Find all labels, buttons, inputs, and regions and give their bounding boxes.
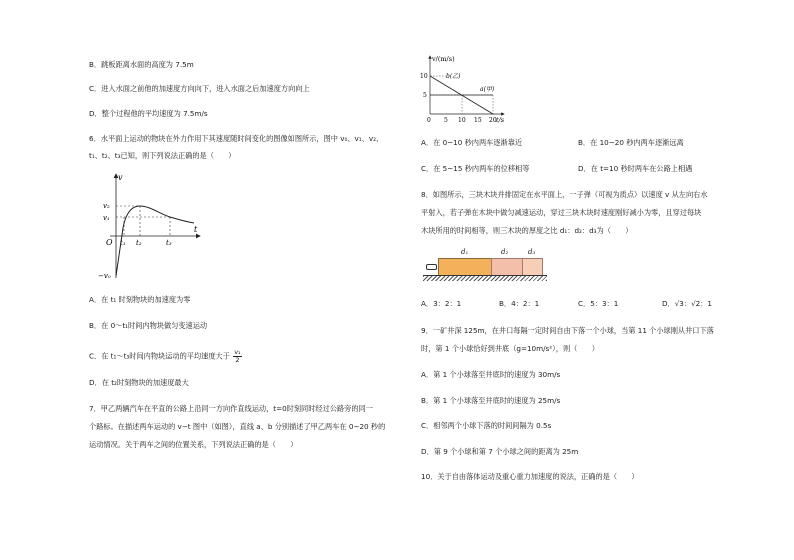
q6-stem-line2: t₁、t₂、t₃已知，则下列说法正确的是（ ）: [89, 151, 236, 160]
q9-option-c: C．相邻两个小球下落的时间间隔为 0.5s: [421, 421, 552, 430]
q6-v-label: v: [118, 173, 123, 182]
q7-y-tick-5: 5: [423, 92, 427, 99]
q8-label-d1: d₁: [461, 248, 469, 256]
q8-block-3: [522, 258, 543, 276]
q9-option-d: D．第 9 个小球和第 7 个小球之间的距离为 25m: [421, 447, 579, 456]
q6-stem-line1: 6．水平面上运动的物块在外力作用下其速度随时间变化的图像如图所示，图中 v₀、v₁、v₂、: [89, 134, 384, 143]
q7-option-a: A．在 0~10 秒内两车逐渐靠近: [421, 138, 523, 147]
q10-stem-line1: 10．关于自由落体运动及重心重力加速度的说法，正确的是（ ）: [421, 472, 639, 481]
q7-x-tick-5: 5: [444, 117, 448, 124]
q7-stem-line1: 7．甲乙两辆汽车在平直的公路上沿同一方向作直线运动，t=0时刻同时经过公路旁的同一: [89, 404, 373, 413]
q7-y-label: v/(m/s): [432, 55, 455, 63]
q6-option-c-text: C．在 t₁～t₃时间内物块运动的平均速度大于: [89, 351, 230, 361]
q8-option-c: C．5：3：1: [578, 299, 619, 308]
q7-x-tick-15: 15: [474, 117, 482, 124]
q7-x-tick-10: 10: [458, 117, 466, 124]
q5-option-d: D．整个过程他的平均速度为 7.5m/s: [89, 109, 208, 118]
q6-t3-label: t₃: [166, 239, 172, 247]
q6-fraction-denominator: 2: [235, 356, 240, 364]
q6-velocity-curve: [116, 206, 194, 276]
q7-x-tick-20: 20: [489, 117, 497, 124]
q6-t1-label: t₁: [120, 239, 126, 247]
q8-blocks-figure: [423, 248, 573, 282]
q8-option-d: D．√3：√2：1: [662, 299, 712, 308]
q8-label-d3: d₃: [528, 248, 536, 256]
q8-stem-line2: 平射入，若子弹在木块中做匀减速运动，穿过三块木块时速度刚好减小为零，且穿过每块: [421, 208, 702, 217]
q6-option-b: B．在 0～t₁时间内物块做匀变速运动: [89, 321, 208, 330]
q6-negv0-label: −v₀: [98, 272, 111, 280]
q5-option-b: B．跳板距离水面的高度为 7.5m: [89, 60, 194, 69]
q8-ground: [423, 275, 547, 281]
q6-origin-label: O: [106, 238, 113, 247]
q8-option-a: A．3：2：1: [421, 299, 462, 308]
q7-option-b: B．在 10~20 秒内两车逐渐远离: [578, 138, 684, 147]
q8-bullet: [426, 264, 437, 270]
q9-stem-line2: 时，第 1 个小球恰好到井底（g=10m/s²），则（ ）: [421, 344, 599, 353]
q6-v2-label: v₂: [103, 202, 110, 210]
q6-option-c: [89, 349, 242, 364]
q9-option-a: A．第 1 个小球落至井底时的速度为 30m/s: [421, 370, 561, 379]
q9-option-b: B．第 1 个小球落至井底时的速度为 25m/s: [421, 396, 561, 405]
q7-option-d: D．在 t=10 秒时两车在公路上相遇: [578, 164, 693, 173]
q9-stem-line1: 9．一矿井深 125m，在井口每隔一定时间自由下落一个小球，当第 11 个小球刚从井口下落: [421, 326, 714, 335]
q6-v1-label: v₁: [103, 214, 110, 222]
q7-option-c: C．在 5~15 秒内两车的位移相等: [421, 164, 530, 173]
q7-x-label: t/s: [496, 116, 505, 124]
q8-stem-line1: 8．如图所示，三块木块并排固定在水平面上，一子弹（可视为质点）以速度 v 从左向右水: [421, 190, 708, 199]
q6-fraction-numerator: v₁: [234, 348, 241, 356]
q7-x-tick-0: 0: [427, 117, 431, 124]
q8-block-2: [491, 258, 523, 276]
q6-option-d: D．在 t₂时刻物块的加速度最大: [89, 378, 189, 387]
q8-option-b: B．4：2：1: [499, 299, 540, 308]
q8-label-d2: d₂: [501, 248, 509, 256]
q6-option-a: A．在 t₁ 时刻物块的加速度为零: [89, 295, 191, 304]
q7-label-a: a(甲): [480, 86, 495, 93]
q7-vt-graph: [418, 52, 508, 124]
q6-option-c-fraction: [233, 349, 241, 364]
q8-block-1: [438, 258, 492, 276]
q8-stem-line3: 木块所用的时间相等，则三木块的厚度之比 d₁：d₂：d₃为（ ）: [421, 226, 633, 235]
q6-t2-label: t₂: [136, 239, 142, 247]
q6-vt-graph: [88, 168, 208, 284]
q7-stem-line3: 运动情况。关于两车之间的位置关系，下列说法正确的是（ ）: [89, 440, 298, 449]
q6-t-label: t: [194, 225, 198, 234]
q7-label-b: b(乙): [446, 73, 461, 80]
q5-option-c: C．进入水面之前他的加速度方向向下，进入水面之后加速度方向向上: [89, 84, 310, 93]
q7-y-tick-10: 10: [420, 73, 428, 80]
q7-stem-line2: 个路标。在描述两车运动的 v−t 图中（如图），直线 a、b 分别描述了甲乙两车在 0~20 秒的: [89, 422, 386, 431]
